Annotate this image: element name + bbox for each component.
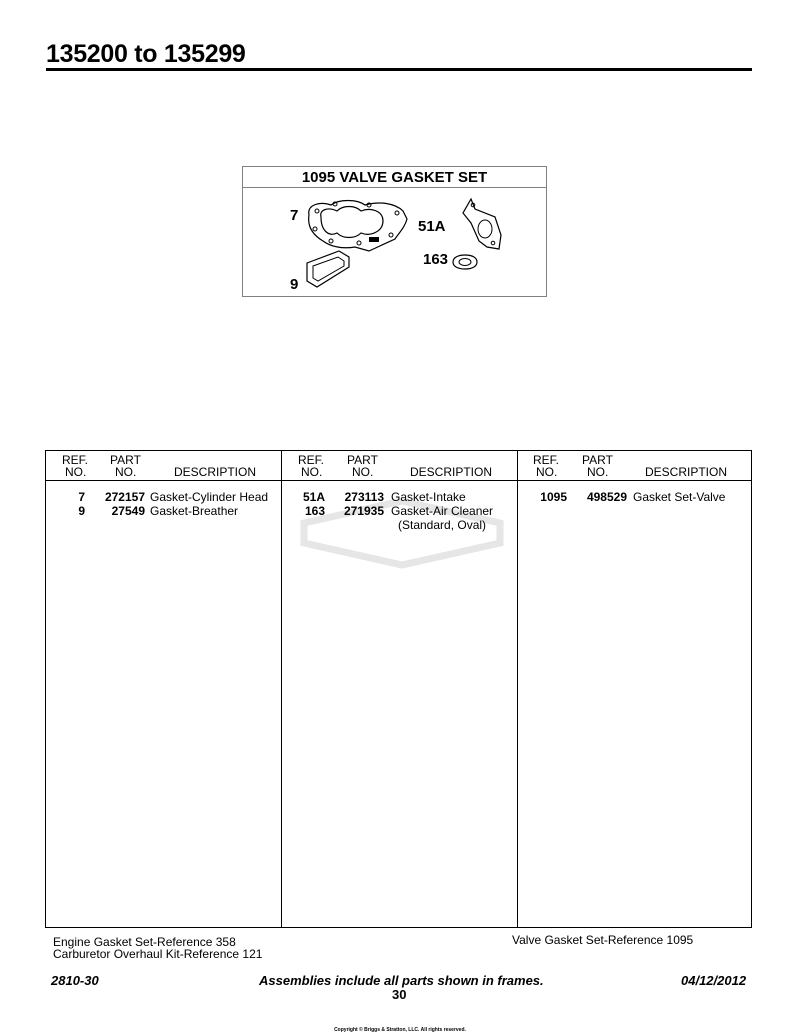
intake-gasket-illustration — [449, 195, 507, 253]
ref-label: REF. — [298, 453, 325, 467]
column-header — [282, 451, 517, 481]
callout-7: 7 — [290, 207, 299, 224]
part-no-label: NO. — [587, 465, 609, 479]
part-no-label: NO. — [115, 465, 137, 479]
part-description: Gasket-Air Cleaner — [391, 504, 494, 518]
callout-163: 163 — [423, 251, 449, 268]
footer-date: 04/12/2012 — [681, 973, 747, 988]
part-number: 273113 — [344, 490, 384, 504]
parts-column-2 — [281, 451, 517, 927]
part-number: 272157 — [104, 490, 145, 504]
parts-table — [45, 450, 752, 928]
part-description: Gasket Set-Valve — [633, 490, 726, 504]
note-valve-gasket-set: Valve Gasket Set-Reference 1095 — [512, 933, 694, 947]
description-label: DESCRIPTION — [645, 465, 728, 479]
part-label: PART — [110, 453, 141, 467]
note-carburetor-overhaul-kit: Carburetor Overhaul Kit-Reference 121 — [53, 947, 263, 961]
diagram-header: 1095 VALVE GASKET SET — [243, 167, 546, 188]
cylinder-head-gasket-illustration — [299, 197, 411, 253]
column-header — [518, 451, 751, 481]
part-description-continued: (Standard, Oval) — [398, 518, 487, 532]
title-rule — [46, 68, 752, 71]
copyright-notice: Copyright © Briggs & Stratton, LLC. All rights reserved. — [334, 1027, 466, 1033]
part-number: 498529 — [586, 490, 627, 504]
callout-9: 9 — [290, 276, 299, 293]
part-number: 27549 — [111, 504, 145, 518]
footer-document-id: 2810-30 — [51, 973, 99, 988]
description-label: DESCRIPTION — [174, 465, 257, 479]
breather-gasket-illustration — [301, 247, 353, 291]
column-header — [46, 451, 281, 481]
ref-no-label: NO. — [65, 465, 87, 479]
part-number: 271935 — [343, 504, 384, 518]
description-label: DESCRIPTION — [410, 465, 493, 479]
parts-column-3 — [517, 451, 751, 927]
ref-number: 1095 — [540, 490, 567, 504]
page-number: 30 — [392, 987, 407, 1002]
ref-label: REF. — [62, 453, 89, 467]
ref-number: 9 — [78, 504, 85, 518]
callout-51a: 51A — [418, 218, 446, 235]
footer-note: Assemblies include all parts shown in frames. — [259, 973, 544, 988]
ref-number: 163 — [304, 504, 325, 518]
page-title: 135200 to 135299 — [46, 40, 246, 68]
part-description: Gasket-Cylinder Head — [150, 490, 269, 504]
ref-no-label: NO. — [301, 465, 323, 479]
part-description: Gasket-Intake — [391, 490, 466, 504]
parts-column-1 — [46, 451, 281, 927]
part-description: Gasket-Breather — [150, 504, 239, 518]
diagram-frame — [242, 166, 547, 297]
ref-number: 51A — [302, 490, 325, 504]
part-label: PART — [347, 453, 378, 467]
note-engine-gasket-set: Engine Gasket Set-Reference 358 — [53, 935, 236, 949]
ref-label: REF. — [533, 453, 560, 467]
part-no-label: NO. — [352, 465, 374, 479]
part-label: PART — [582, 453, 613, 467]
ref-number: 7 — [78, 490, 85, 504]
air-cleaner-gasket-illustration — [449, 253, 481, 271]
ref-no-label: NO. — [536, 465, 558, 479]
